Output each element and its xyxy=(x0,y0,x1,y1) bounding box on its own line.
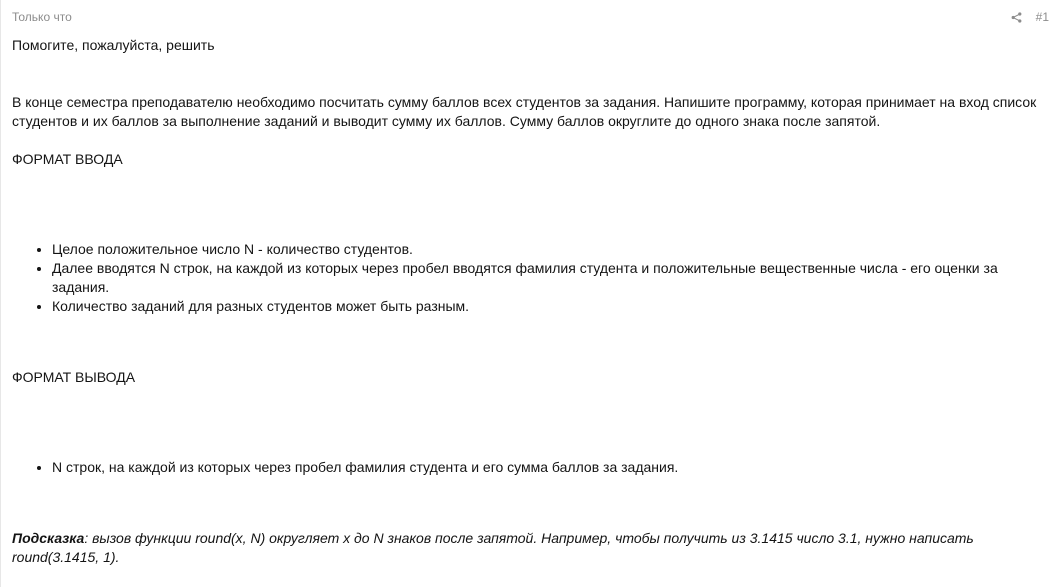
post-number-link[interactable]: #1 xyxy=(1035,10,1049,24)
list-item: • Количество заданий для разных студентов может быть разным. xyxy=(52,297,1049,316)
hint-text: : вызов функции round(x, N) округляет x до N знаков после запятой. Например, чтобы получить из 3.1415 число 3.1, нужно написать round(3.1415, 1). xyxy=(12,530,974,565)
output-format-list xyxy=(12,458,1049,477)
post-header xyxy=(12,10,1049,26)
share-icon[interactable] xyxy=(1011,12,1022,23)
problem-statement: В конце семестра преподавателю необходимо посчитать сумму баллов всех студентов за задания. Напишите программу, которая принимает на вход список студентов и их баллов за выполнение заданий и выводит сумму их баллов. Сумму баллов округлите до одного знака после запятой. xyxy=(12,94,1037,129)
input-format-list xyxy=(12,240,1049,316)
post-title: Помогите, пожалуйста, решить xyxy=(12,37,215,53)
list-item: • Далее вводятся N строк, на каждой из которых через пробел вводятся фамилия студента и положительные вещественные числа - его оценки за задания. xyxy=(52,259,1049,297)
post-timestamp: Только что xyxy=(12,10,72,24)
hint-label: Подсказка xyxy=(12,530,85,546)
input-format-heading: ФОРМАТ ВВОДА xyxy=(12,151,123,167)
list-item: • Целое положительное число N - количество студентов. xyxy=(52,240,1049,259)
hint-paragraph xyxy=(12,529,1049,567)
output-format-heading: ФОРМАТ ВЫВОДА xyxy=(12,369,136,385)
post-actions xyxy=(1011,10,1049,24)
list-item: • N строк, на каждой из которых через пробел фамилия студента и его сумма баллов за задания. xyxy=(52,458,1049,477)
